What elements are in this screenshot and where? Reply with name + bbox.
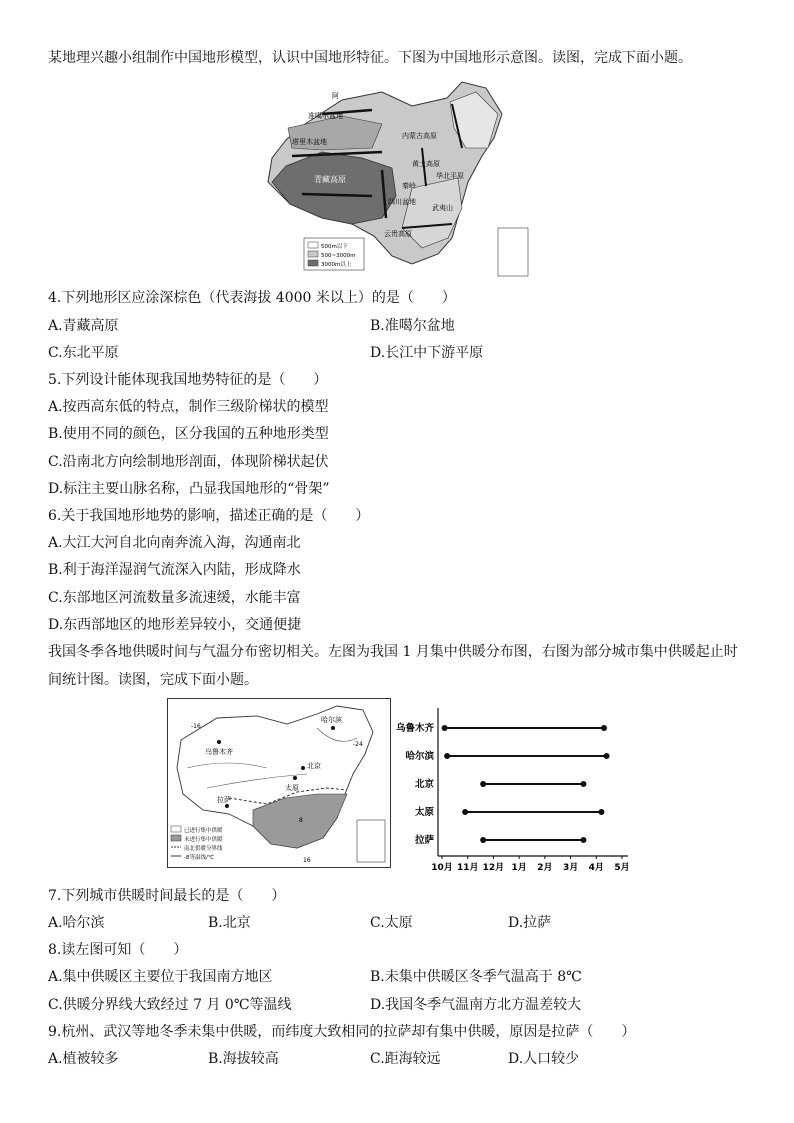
map2-legend-item: 南北供暖分界线: [184, 846, 223, 852]
q5-option-a[interactable]: A.按西高东低的特点，制作三级阶梯状的模型: [48, 399, 329, 415]
q8-option-a[interactable]: A.集中供暖区主要位于我国南方地区: [48, 969, 273, 985]
q5-option-d[interactable]: D.标注主要山脉名称，凸显我国地形的“骨架”: [48, 481, 330, 497]
x-tick-label: 3月: [562, 863, 579, 872]
x-tick-label: 2月: [537, 863, 553, 872]
range-end-point: [580, 781, 586, 787]
q6-option-b[interactable]: B.利于海洋湿润气流深入内陆，形成降水: [48, 562, 301, 578]
map1-label: 准噶尔盆地: [308, 112, 343, 120]
map2-isotherm-label: -24: [353, 741, 363, 748]
q4-option-c[interactable]: C.东北平原: [48, 345, 119, 361]
map1-label: 塔里木盆地: [292, 138, 327, 146]
x-tick-label: 1月: [511, 863, 527, 872]
map2-city: 乌鲁木齐: [205, 748, 233, 756]
intro-text-2-line1: 我国冬季各地供暖时间与气温分布密切相关。左图为我国 1 月集中供暖分布图，右图为部分城市集中供暖起止时: [48, 644, 738, 660]
map1-label: 云贵高原: [384, 230, 412, 238]
x-tick-label: 10月: [431, 863, 453, 872]
q9-option-c[interactable]: C.距海较远: [370, 1051, 441, 1067]
range-start-point: [442, 725, 448, 731]
map1-label: 青藏高原: [314, 175, 346, 184]
q6-stem: 6.关于我国地形地势的影响，描述正确的是（ ）: [48, 508, 370, 524]
map2-legend-item: 已进行集中供暖: [184, 828, 223, 834]
category-label: 哈尔滨: [405, 751, 434, 762]
range-start-point: [444, 753, 450, 759]
range-start-point: [480, 781, 486, 787]
q9-option-b[interactable]: B.海拔较高: [208, 1051, 279, 1067]
map1-label: 秦岭: [402, 182, 416, 190]
q7-option-c[interactable]: C.太原: [370, 915, 413, 931]
map2-isotherm-label: -16: [191, 723, 201, 730]
heating-period-chart: [396, 708, 632, 872]
q5-option-b[interactable]: B.使用不同的颜色，区分我国的五种地形类型: [48, 426, 329, 442]
intro-text-1: 某地理兴趣小组制作中国地形模型，认识中国地形特征。下图为中国地形示意图。读图，完成下面小题。: [48, 50, 692, 66]
range-end-point: [601, 725, 607, 731]
map1-legend-item: 500m以下: [321, 244, 348, 250]
map2-city: 哈尔滨: [321, 716, 342, 724]
map2-city: 北京: [307, 762, 321, 770]
x-tick-label: 11月: [456, 863, 479, 872]
x-tick-label: 12月: [482, 863, 505, 872]
map1-label: 内蒙古高原: [402, 132, 437, 140]
q9-option-d[interactable]: D.人口较少: [508, 1051, 580, 1067]
range-end-point: [598, 809, 604, 815]
range-start-point: [480, 837, 486, 843]
q4-option-d[interactable]: D.长江中下游平原: [370, 345, 484, 361]
map1-label: 华北平原: [436, 172, 464, 180]
x-tick-label: 4月: [588, 863, 604, 872]
range-start-point: [462, 809, 468, 815]
q8-option-b[interactable]: B.未集中供暖区冬季气温高于 8℃: [370, 969, 582, 985]
q9-option-a[interactable]: A.植被较多: [48, 1051, 119, 1067]
q7-option-b[interactable]: B.北京: [208, 915, 251, 931]
map1-legend-item: 3000m以上: [321, 262, 352, 268]
q4-stem: 4.下列地形区应涂深棕色（代表海拔 4000 米以上）的是（ ）: [48, 290, 456, 306]
q5-option-c[interactable]: C.沿南北方向绘制地形剖面，体现阶梯状起伏: [48, 454, 329, 470]
china-terrain-map: [262, 78, 532, 282]
q8-option-c[interactable]: C.供暖分界线大致经过 7 月 0℃等温线: [48, 997, 292, 1013]
category-label: 拉萨: [414, 835, 434, 846]
map2-isotherm-label: 8: [299, 817, 303, 824]
range-end-point: [604, 753, 610, 759]
south-china-sea-inset: [498, 228, 528, 276]
q4-option-a[interactable]: A.青藏高原: [48, 318, 119, 334]
map2-city: 太原: [285, 784, 299, 792]
q4-option-b[interactable]: B.准噶尔盆地: [370, 318, 455, 334]
category-label: 乌鲁木齐: [396, 723, 434, 734]
range-end-point: [580, 837, 586, 843]
heating-distribution-map: [167, 698, 391, 868]
map1-label: 四川盆地: [388, 198, 416, 206]
q5-stem: 5.下列设计能体现我国地势特征的是（ ）: [48, 372, 328, 388]
map2-legend-item: 未进行集中供暖: [184, 837, 223, 843]
q9-stem: 9.杭州、武汉等地冬季未集中供暖，而纬度大致相同的拉萨却有集中供暖，原因是拉萨（ ）: [48, 1024, 636, 1040]
q8-stem: 8.读左图可知（ ）: [48, 942, 188, 958]
q7-option-d[interactable]: D.拉萨: [508, 915, 552, 931]
map1-legend-item: 500~3000m: [321, 253, 356, 259]
q7-stem: 7.下列城市供暖时间最长的是（ ）: [48, 888, 286, 904]
map1-label: 武夷山: [432, 204, 453, 212]
map1-label: 黄土高原: [412, 160, 440, 168]
q6-option-c[interactable]: C.东部地区河流数量多流速缓，水能丰富: [48, 590, 301, 606]
category-label: 北京: [414, 779, 434, 790]
x-tick-label: 5月: [614, 863, 630, 872]
q6-option-a[interactable]: A.大江大河自北向南奔流入海，沟通南北: [48, 535, 301, 551]
south-china-sea-inset: [357, 820, 385, 862]
q7-option-a[interactable]: A.哈尔滨: [48, 915, 105, 931]
q8-option-d[interactable]: D.我国冬季气温南方北方温差较大: [370, 997, 582, 1013]
category-label: 太原: [414, 807, 434, 818]
map2-city: 拉萨: [217, 796, 231, 804]
map1-label: 阿: [332, 92, 339, 100]
map2-legend-item: -8等温线/℃: [184, 855, 215, 861]
intro-text-2-line2: 间统计图。读图，完成下面小题。: [48, 672, 258, 688]
q6-option-d[interactable]: D.东西部地区的地形差异较小，交通便捷: [48, 617, 302, 633]
map2-isotherm-label: 16: [303, 857, 311, 864]
